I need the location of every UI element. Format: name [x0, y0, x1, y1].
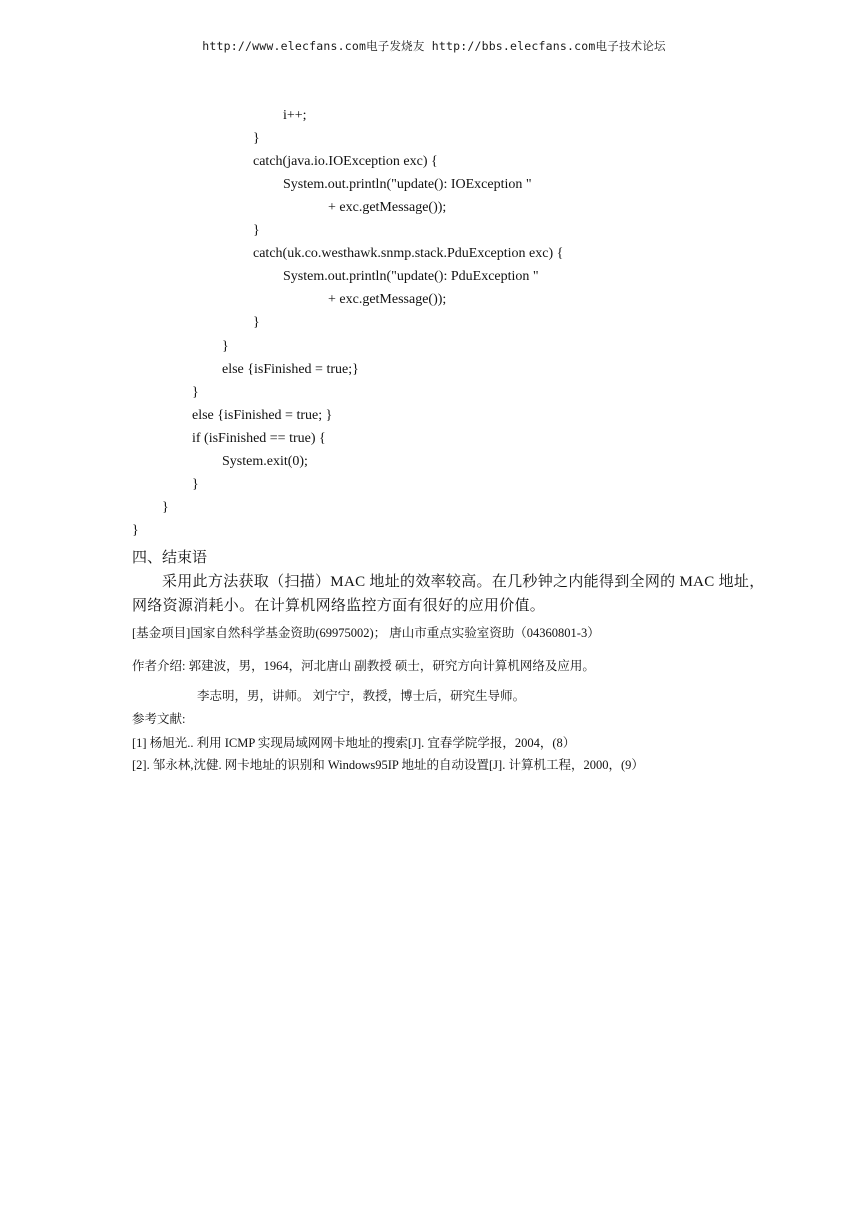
code-line: } [253, 131, 260, 146]
page-header: http://www.elecfans.com电子发烧友 http://bbs.elecfans.com电子技术论坛 [202, 39, 666, 53]
conclusion-paragraph-line: 采用此方法获取（扫描）MAC 地址的效率较高。在几秒钟之内能得到全网的 MAC 地址， [162, 574, 765, 590]
references-heading: 参考文献: [132, 712, 186, 726]
code-line: System.exit(0); [222, 454, 308, 469]
code-line: System.out.println("update(): IOException " [283, 177, 532, 192]
code-line: } [222, 339, 229, 354]
code-line: if (isFinished == true) { [192, 431, 326, 446]
code-line: + exc.getMessage()); [328, 292, 447, 307]
code-line: } [192, 477, 199, 492]
code-line: else {isFinished = true;} [222, 362, 359, 377]
code-line: } [162, 500, 169, 515]
code-line: i++; [283, 108, 307, 123]
code-line: else {isFinished = true; } [192, 408, 333, 423]
code-line: System.out.println("update(): PduException " [283, 269, 539, 284]
code-line: + exc.getMessage()); [328, 200, 447, 215]
conclusion-paragraph-line: 网络资源消耗小。在计算机网络监控方面有很好的应用价值。 [132, 598, 546, 614]
reference-item: [1] 杨旭光.. 利用 ICMP 实现局域网网卡地址的搜索[J]. 宜春学院学报，2004，(8） [132, 736, 576, 750]
code-line: } [253, 223, 260, 238]
section-heading: 四、结束语 [132, 550, 208, 566]
code-line: } [253, 315, 260, 330]
author-info: 作者介绍: 郭建波，男，1964，河北唐山 副教授 硕士，研究方向计算机网络及应用。 [132, 659, 595, 673]
code-line: } [192, 385, 199, 400]
code-line: } [132, 523, 139, 538]
reference-item: [2]. 邹永林,沈健. 网卡地址的识别和 Windows95IP 地址的自动设置[J]. 计算机工程，2000，(9） [132, 758, 644, 772]
code-line: catch(uk.co.westhawk.snmp.stack.PduException exc) { [253, 246, 564, 261]
code-line: catch(java.io.IOException exc) { [253, 154, 438, 169]
author-info: 李志明，男，讲师。 刘宁宁，教授，博士后，研究生导师。 [197, 689, 526, 703]
funding-note: [基金项目]国家自然科学基金资助(69975002)； 唐山市重点实验室资助（04360801-3） [132, 626, 600, 640]
